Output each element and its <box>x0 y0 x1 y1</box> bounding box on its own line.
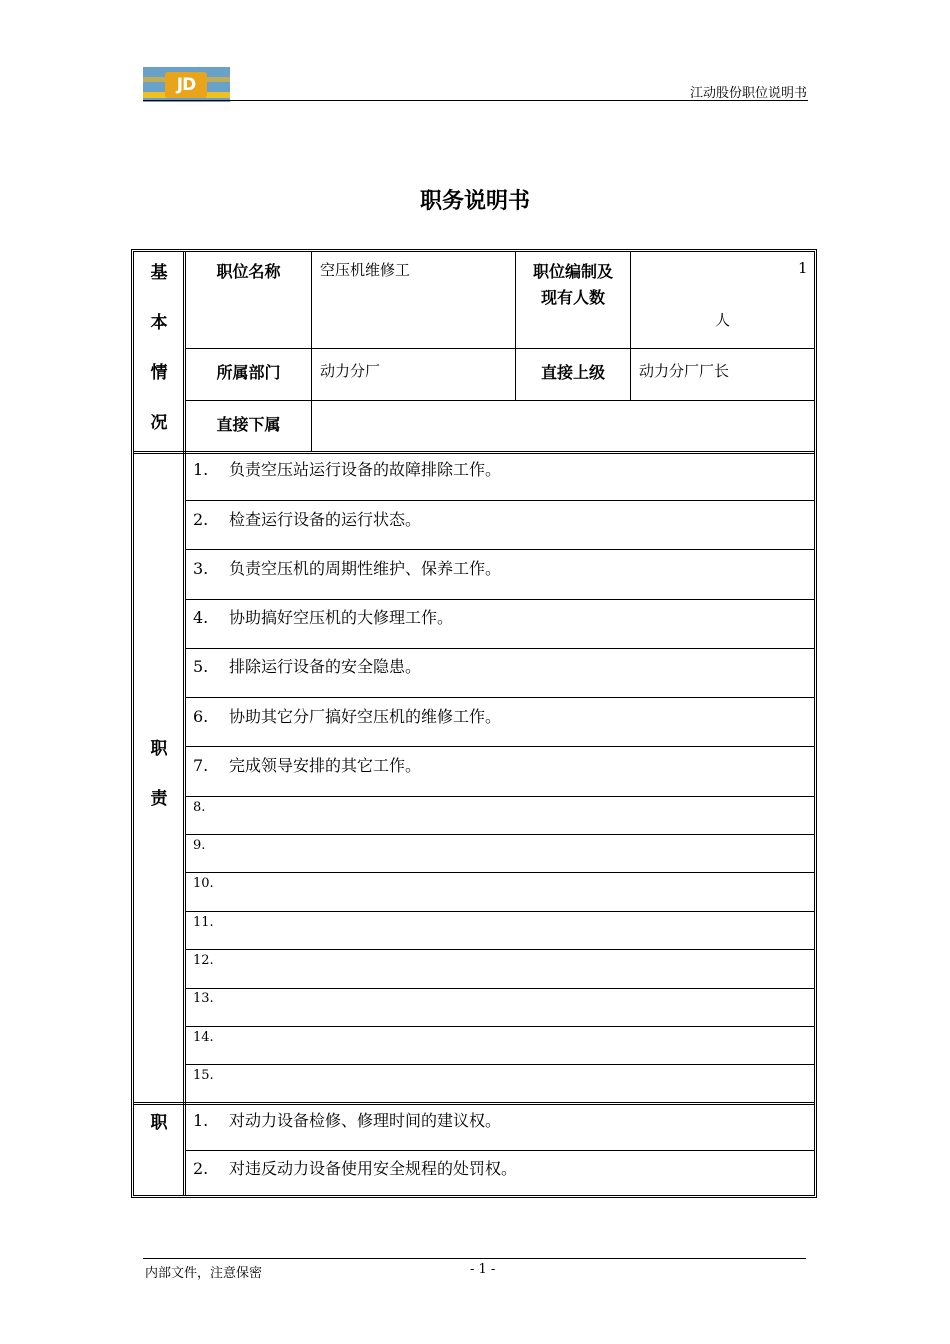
duty-item-10 <box>193 876 229 891</box>
section-divider-duties <box>133 451 815 454</box>
basic-side-label-4: 况 <box>150 413 168 433</box>
company-logo <box>143 67 230 102</box>
header-rule <box>143 100 808 101</box>
duty-text: 负责空压站运行设备的故障排除工作。 <box>229 460 502 479</box>
headcount-label-line2: 现有人数 <box>540 288 605 307</box>
duty-number: 3. <box>193 559 209 578</box>
duty-row-line <box>185 648 815 649</box>
department-label: 所属部门 <box>216 363 281 382</box>
right-number: 2. <box>193 1159 209 1178</box>
duties-side-label-2: 责 <box>150 789 168 809</box>
duty-text: 排除运行设备的安全隐患。 <box>229 657 422 676</box>
duty-item-3 <box>193 556 501 579</box>
duty-number: 2. <box>193 510 209 529</box>
duty-number: 10. <box>193 876 214 891</box>
right-item-2 <box>193 1156 517 1179</box>
duty-number: 7. <box>193 756 209 775</box>
duty-number: 1. <box>193 460 209 479</box>
duty-row-line <box>185 872 815 873</box>
duty-item-13 <box>193 991 229 1006</box>
duty-row-line <box>185 796 815 797</box>
left-column-divider <box>183 251 186 1196</box>
right-text: 对动力设备检修、修理时间的建议权。 <box>229 1111 502 1130</box>
duty-number: 4. <box>193 608 209 627</box>
duty-number: 12. <box>193 953 214 968</box>
headcount-label-line1: 职位编制及 <box>532 262 613 281</box>
logo-mark: JD <box>165 72 207 98</box>
duty-row-line <box>185 911 815 912</box>
right-number: 1. <box>193 1111 209 1130</box>
duty-row-line <box>185 599 815 600</box>
header-title: 江动股份职位说明书 <box>689 86 807 101</box>
duty-row-line <box>185 834 815 835</box>
duty-row-line <box>185 988 815 989</box>
duty-number: 9. <box>193 838 206 853</box>
duty-item-5 <box>193 654 421 677</box>
duty-number: 13. <box>193 991 214 1006</box>
basic-side-label-3: 情 <box>150 363 168 383</box>
duty-item-15 <box>193 1068 229 1083</box>
basic-col-divider-3 <box>630 251 631 401</box>
duty-number: 5. <box>193 657 209 676</box>
duty-row-line <box>185 1026 815 1027</box>
basic-side-label-2: 本 <box>150 313 168 333</box>
duty-item-6 <box>193 704 501 727</box>
duty-row-line <box>185 746 815 747</box>
footer-confidential-note: 内部文件，注意保密 <box>145 1266 263 1281</box>
footer-rule <box>143 1258 806 1259</box>
duty-text: 负责空压机的周期性维护、保养工作。 <box>229 559 502 578</box>
duty-item-7 <box>193 753 421 776</box>
basic-row-divider-1 <box>185 348 815 349</box>
duty-item-4 <box>193 605 453 628</box>
duty-row-line <box>185 949 815 950</box>
rights-side-label: 职 <box>150 1113 168 1133</box>
duty-row-line <box>185 697 815 698</box>
duty-text: 协助搞好空压机的大修理工作。 <box>229 608 454 627</box>
duty-row-line <box>185 1064 815 1065</box>
duty-number: 15. <box>193 1068 214 1083</box>
basic-col-divider-1 <box>311 251 312 452</box>
duty-text: 检查运行设备的运行状态。 <box>229 510 422 529</box>
duty-item-1 <box>193 457 501 480</box>
headcount-value-unit: 人 <box>715 311 731 329</box>
basic-row-divider-2 <box>185 400 815 401</box>
duty-item-12 <box>193 953 229 968</box>
duty-number: 14. <box>193 1030 214 1045</box>
section-divider-rights <box>133 1102 815 1105</box>
right-text: 对违反动力设备使用安全规程的处罚权。 <box>229 1159 518 1178</box>
basic-side-label-1: 基 <box>150 263 168 283</box>
rights-row-line <box>185 1150 815 1151</box>
duty-item-11 <box>193 915 229 930</box>
right-item-1 <box>193 1108 501 1131</box>
position-name-value: 空压机维修工 <box>320 261 411 279</box>
headcount-value-number: 1 <box>798 259 808 277</box>
duty-number: 6. <box>193 707 209 726</box>
subordinate-label: 直接下属 <box>216 415 281 434</box>
duty-number: 11. <box>193 915 214 930</box>
duty-item-8 <box>193 800 229 815</box>
superior-value: 动力分厂厂长 <box>639 362 730 380</box>
duty-text: 协助其它分厂搞好空压机的维修工作。 <box>229 707 502 726</box>
duties-side-label-1: 职 <box>150 739 168 759</box>
superior-label: 直接上级 <box>540 363 605 382</box>
duty-item-9 <box>193 838 229 853</box>
page-title: 职务说明书 <box>419 189 530 214</box>
duty-number: 8. <box>193 800 206 815</box>
duty-item-2 <box>193 507 421 530</box>
page-number: - 1 - <box>470 1262 496 1277</box>
position-name-label: 职位名称 <box>216 262 281 281</box>
duty-text: 完成领导安排的其它工作。 <box>229 756 422 775</box>
department-value: 动力分厂 <box>320 362 381 380</box>
duty-item-14 <box>193 1030 229 1045</box>
duty-row-line <box>185 500 815 501</box>
duty-row-line <box>185 549 815 550</box>
